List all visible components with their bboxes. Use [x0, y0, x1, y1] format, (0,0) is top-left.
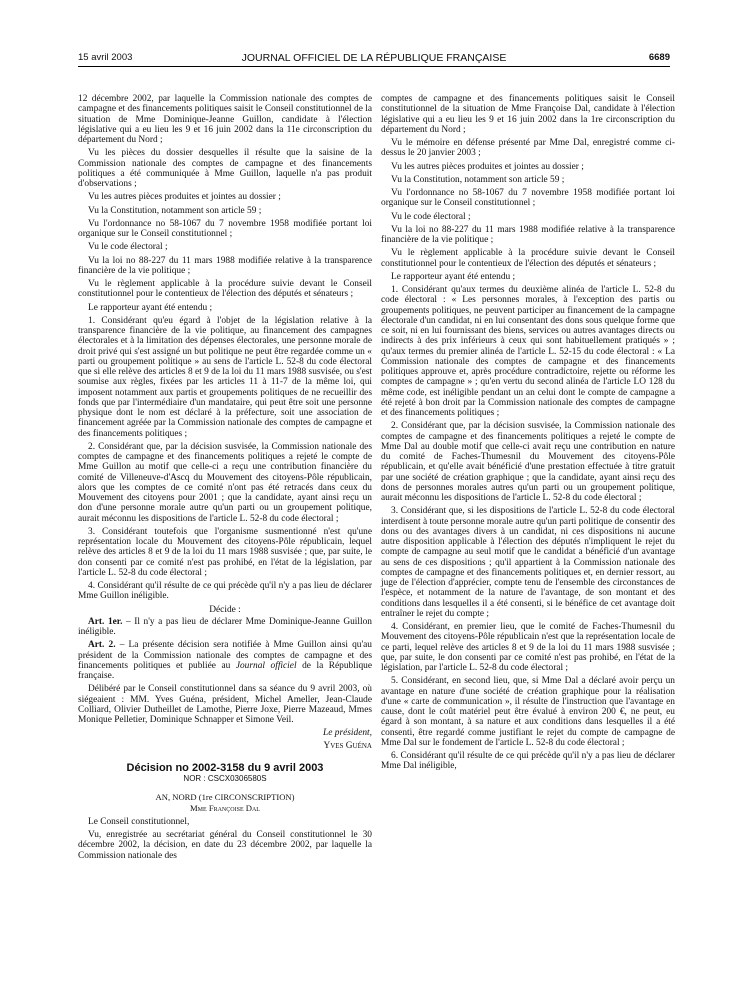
paragraph: 2. Considérant que, par la décision susvisée, la Commission nationale des comptes de campagne et des financements politiques a rejeté le compte de Mme Guillon au motif que celle-ci a reçu une contribution financière du comité de Villeneuve-d'Ascq du Mouvement des citoyens-Pôle républicain, alors que les comptes de ce comité n'ont pas été retracés dans ceux du Mouvement des citoyens pour 2001 ; que la candidate, ayant ainsi reçu un don d'une personne morale autre qu'un parti ou un groupement politique, aurait méconnu les dispositions de l'article L. 52-8 du code électoral ; — [78, 441, 372, 524]
paragraph: 1. Considérant qu'aux termes du deuxième alinéa de l'article L. 52-8 du code électoral : « Les personnes morales, à l'exception des partis ou groupements politiques, ne peuvent participer au financement de la campagne électorale d'un candidat, ni en lui consentant des dons sous quelque forme que ce soit, ni en lui fournissant des biens, services ou autres avantages directs ou indirects à des prix inférieurs à ceux qui sont habituellement pratiqués » ; qu'aux termes du premier alinéa de l'article L. 52-15 du code électoral : « La Commission nationale des comptes de campagne et des financements politiques approuve et, après procédure contradictoire, rejette ou réforme les comptes de campagne » ; qu'en vertu du second alinéa de l'article LO 128 du même code, est inéligible pendant un an celui dont le compte de campagne a été rejeté à bon droit par la Commission nationale des comptes de campagne et des financements politiques ; — [381, 285, 675, 418]
signature-role: Le président, — [323, 728, 372, 739]
article-2-text-end: de la République française. — [78, 660, 372, 681]
paragraph: 5. Considérant, en second lieu, que, si Mme Dal a déclaré avoir perçu un avantage en nature d'une société de création graphique pour la réalisation d'une « carte de communication », il résulte de l'instruction que l'avantage en cause, dont le coût matériel peut être évalué à environ 200 €, ne peut, eu égard à son montant, à sa nature et aux conditions dans lesquelles il a été consenti, être regardé comme justifiant le rejet du compte de campagne de Mme Dal sur le fondement de l'article L. 52-8 du code électoral ; — [381, 676, 675, 748]
paragraph: 4. Considérant, en premier lieu, que le comité de Faches-Thumesnil du Mouvement des citoyens-Pôle républicain n'est que la représentation locale de ce parti, lequel relève des articles 8 et 9 de la loi du 11 mars 1988 susvisée ; que, par suite, le don consenti par ce comité n'est pas prohibé, en l'état de la législation, par l'article L. 52-8 du code électoral ; — [381, 622, 675, 673]
article-2 — [78, 640, 372, 681]
paragraph: Vu la Constitution, notamment son article 59 ; — [391, 174, 565, 185]
paragraph: Vu la Constitution, notamment son article 59 ; — [88, 205, 262, 216]
journal-officiel-italic: Journal officiel — [235, 660, 297, 671]
paragraph: Vu, enregistrée au secrétariat général du Conseil constitutionnel le 30 décembre 2002, la décision, en date du 23 décembre 2002, par laquelle la Commission nationale des — [78, 830, 372, 861]
paragraph: Vu les pièces du dossier desquelles il résulte que la saisine de la Commission nationale des comptes de campagne et des financements politiques a été communiquée à Mme Guillon, laquelle n'a pas produit d'observations ; — [78, 148, 372, 189]
paragraph: Vu la loi no 88-227 du 11 mars 1988 modifiée relative à la transparence financière de la vie politique ; — [381, 224, 675, 245]
right-column — [381, 94, 675, 775]
paragraph: 4. Considérant qu'il résulte de ce qui précède qu'il n'y a pas lieu de déclarer Mme Guillon inéligible. — [78, 581, 372, 602]
article-1-text: – Il n'y a pas lieu de déclarer Mme Dominique-Jeanne Guillon inéligible. — [78, 616, 372, 637]
paragraph: Vu le code électoral ; — [391, 211, 471, 222]
paragraph: Vu l'ordonnance no 58-1067 du 7 novembre 1958 modifiée portant loi organique sur le Conseil constitutionnel ; — [381, 188, 675, 209]
decision-candidate: Mme Françoise Dal — [190, 802, 260, 813]
article-1-label: Art. 1er. — [88, 616, 123, 627]
article-2-label: Art. 2. — [88, 640, 116, 651]
signature-name: Yves Guéna — [323, 740, 372, 751]
header-journal-title: JOURNAL OFFICIEL DE LA RÉPUBLIQUE FRANÇAISE — [241, 52, 507, 64]
left-column — [78, 94, 372, 864]
header-page-number: 6689 — [648, 52, 670, 63]
paragraph: Le rapporteur ayant été entendu ; — [391, 271, 516, 282]
deliberation: Délibéré par le Conseil constitutionnel dans sa séance du 9 avril 2003, où siégeaient : MM. Yves Guéna, président, Michel Ameller, Jean-Claude Colliard, Olivier Dutheillet de Lamothe, Pierre Joxe, Pierre Mazeaud, Mmes Monique Pelletier, Dominique Schnapper et Simone Veil. — [78, 684, 372, 725]
decide-heading: Décide : — [209, 604, 241, 615]
paragraph: Vu les autres pièces produites et jointes au dossier ; — [391, 161, 584, 172]
paragraph: Vu le mémoire en défense présenté par Mme Dal, enregistré comme ci-dessus le 20 janvier 2003 ; — [381, 138, 675, 159]
paragraph: Vu le règlement applicable à la procédure suivie devant le Conseil constitutionnel pour le contentieux de l'élection des députés et sénateurs ; — [78, 279, 372, 300]
header-rule — [78, 66, 670, 67]
paragraph: Le rapporteur ayant été entendu ; — [88, 302, 213, 313]
paragraph: 3. Considérant toutefois que l'organisme susmentionné n'est qu'une représentation locale du Mouvement des citoyens-Pôle républicain, lequel relève des articles 8 et 9 de la loi du 11 mars 1988 susvisée ; que, par suite, le don consenti par ce comité n'est pas prohibé, en l'état de la législation, par l'article L. 52-8 du code électoral ; — [78, 526, 372, 578]
decision-nor: NOR : CSCX0306580S — [183, 774, 267, 783]
decision-title: Décision no 2002-3158 du 9 avril 2003 — [126, 761, 324, 774]
paragraph: Vu la loi no 88-227 du 11 mars 1988 modifiée relative à la transparence financière de la vie politique ; — [78, 255, 372, 276]
paragraph: 2. Considérant que, par la décision susvisée, la Commission nationale des comptes de campagne et des financements politiques a rejeté le compte de Mme Dal au double motif que celle-ci avait reçu une contribution en nature du comité de Faches-Thumesnil du Mouvement des citoyens-Pôle républicain, et qu'elle avait bénéficié d'une prestation effectuée à titre gratuit par une société de création graphique ; que la candidate, ayant ainsi reçu des dons de personnes morales autres qu'un parti ou un groupement politique, aurait méconnu les dispositions de l'article L. 52-8 du code électoral ; — [381, 421, 675, 503]
header-date: 15 avril 2003 — [78, 52, 133, 63]
paragraph: 12 décembre 2002, par laquelle la Commission nationale des comptes de campagne et des financements politiques saisit le Conseil constitutionnel de la situation de Mme Dominique-Jeanne Guillon, candidate à l'élection législative qui a eu lieu les 9 et 16 juin 2002 dans la 11e circonscription du département du Nord ; — [78, 94, 372, 145]
paragraph: 1. Considérant qu'eu égard à l'objet de la législation relative à la transparence financière de la vie politique, au financement des campagnes électorales et à la limitation des dépenses électorales, une personne morale de droit privé qui s'est assigné un but politique ne peut être regardée comme un « parti ou groupement politique » au sens de l'article L. 52-8 du code électoral que si elle relève des articles 8 et 9 de la loi du 11 mars 1988 susvisée, ou s'est soumise aux règles, fixées par les articles 11 à 11-7 de la même loi, qui imposent notamment aux partis et groupements politiques de ne recueillir des fonds que par l'intermédiaire d'un mandataire, qui peut être soit une personne physique dont le nom est déclaré à la préfecture, soit une association de financement agréée par la Commission nationale des comptes de campagne et des financements politiques ; — [78, 315, 372, 439]
paragraph: Vu le code électoral ; — [88, 242, 168, 253]
paragraph: Vu l'ordonnance no 58-1067 du 7 novembre 1958 modifiée portant loi organique sur le Conseil constitutionnel ; — [78, 218, 372, 239]
paragraph: 6. Considérant qu'il résulte de ce qui précède qu'il n'y a pas lieu de déclarer Mme Dal inéligible, — [381, 751, 675, 772]
article-2-text: – La présente décision sera notifiée à Mme Guillon ainsi qu'au président de la Commission nationale des comptes de campagne et des financements politiques et publiée au — [78, 640, 372, 671]
paragraph: Vu les autres pièces produites et jointes au dossier ; — [88, 192, 281, 203]
paragraph: comptes de campagne et des financements politiques saisit le Conseil constitutionnel de la situation de Mme Françoise Dal, candidate à l'élection législative qui a eu lieu les 9 et 16 juin 2002 dans la 1re circonscription du département du Nord ; — [381, 94, 675, 135]
decision-circonscription: AN, NORD (1re CIRCONSCRIPTION) — [155, 792, 295, 803]
paragraph: Vu le règlement applicable à la procédure suivie devant le Conseil constitutionnel pour le contentieux de l'élection des députés et sénateurs ; — [381, 248, 675, 269]
article-1 — [78, 617, 372, 638]
paragraph: 3. Considérant que, si les dispositions de l'article L. 52-8 du code électoral interdisent à toute personne morale autre qu'un parti politique de consentir des dons ou des avantages divers à un candidat, ni ces dispositions ni aucune autre disposition applicable à l'élection des députés n'impliquent le rejet du compte de campagne au seul motif que le candidat a bénéficié d'un avantage au sens de ces dispositions ; qu'il appartient à la Commission nationale des comptes de campagne et des financements politiques et, en dernier ressort, au juge de l'élection d'apprécier, compte tenu de l'ensemble des circonstances de l'espèce, et notamment de la nature de l'avantage, de son montant et des conditions dans lesquelles il a été consenti, si le bénéfice de cet avantage doit entraîner le rejet du compte ; — [381, 506, 675, 619]
paragraph: Le Conseil constitutionnel, — [88, 816, 190, 827]
